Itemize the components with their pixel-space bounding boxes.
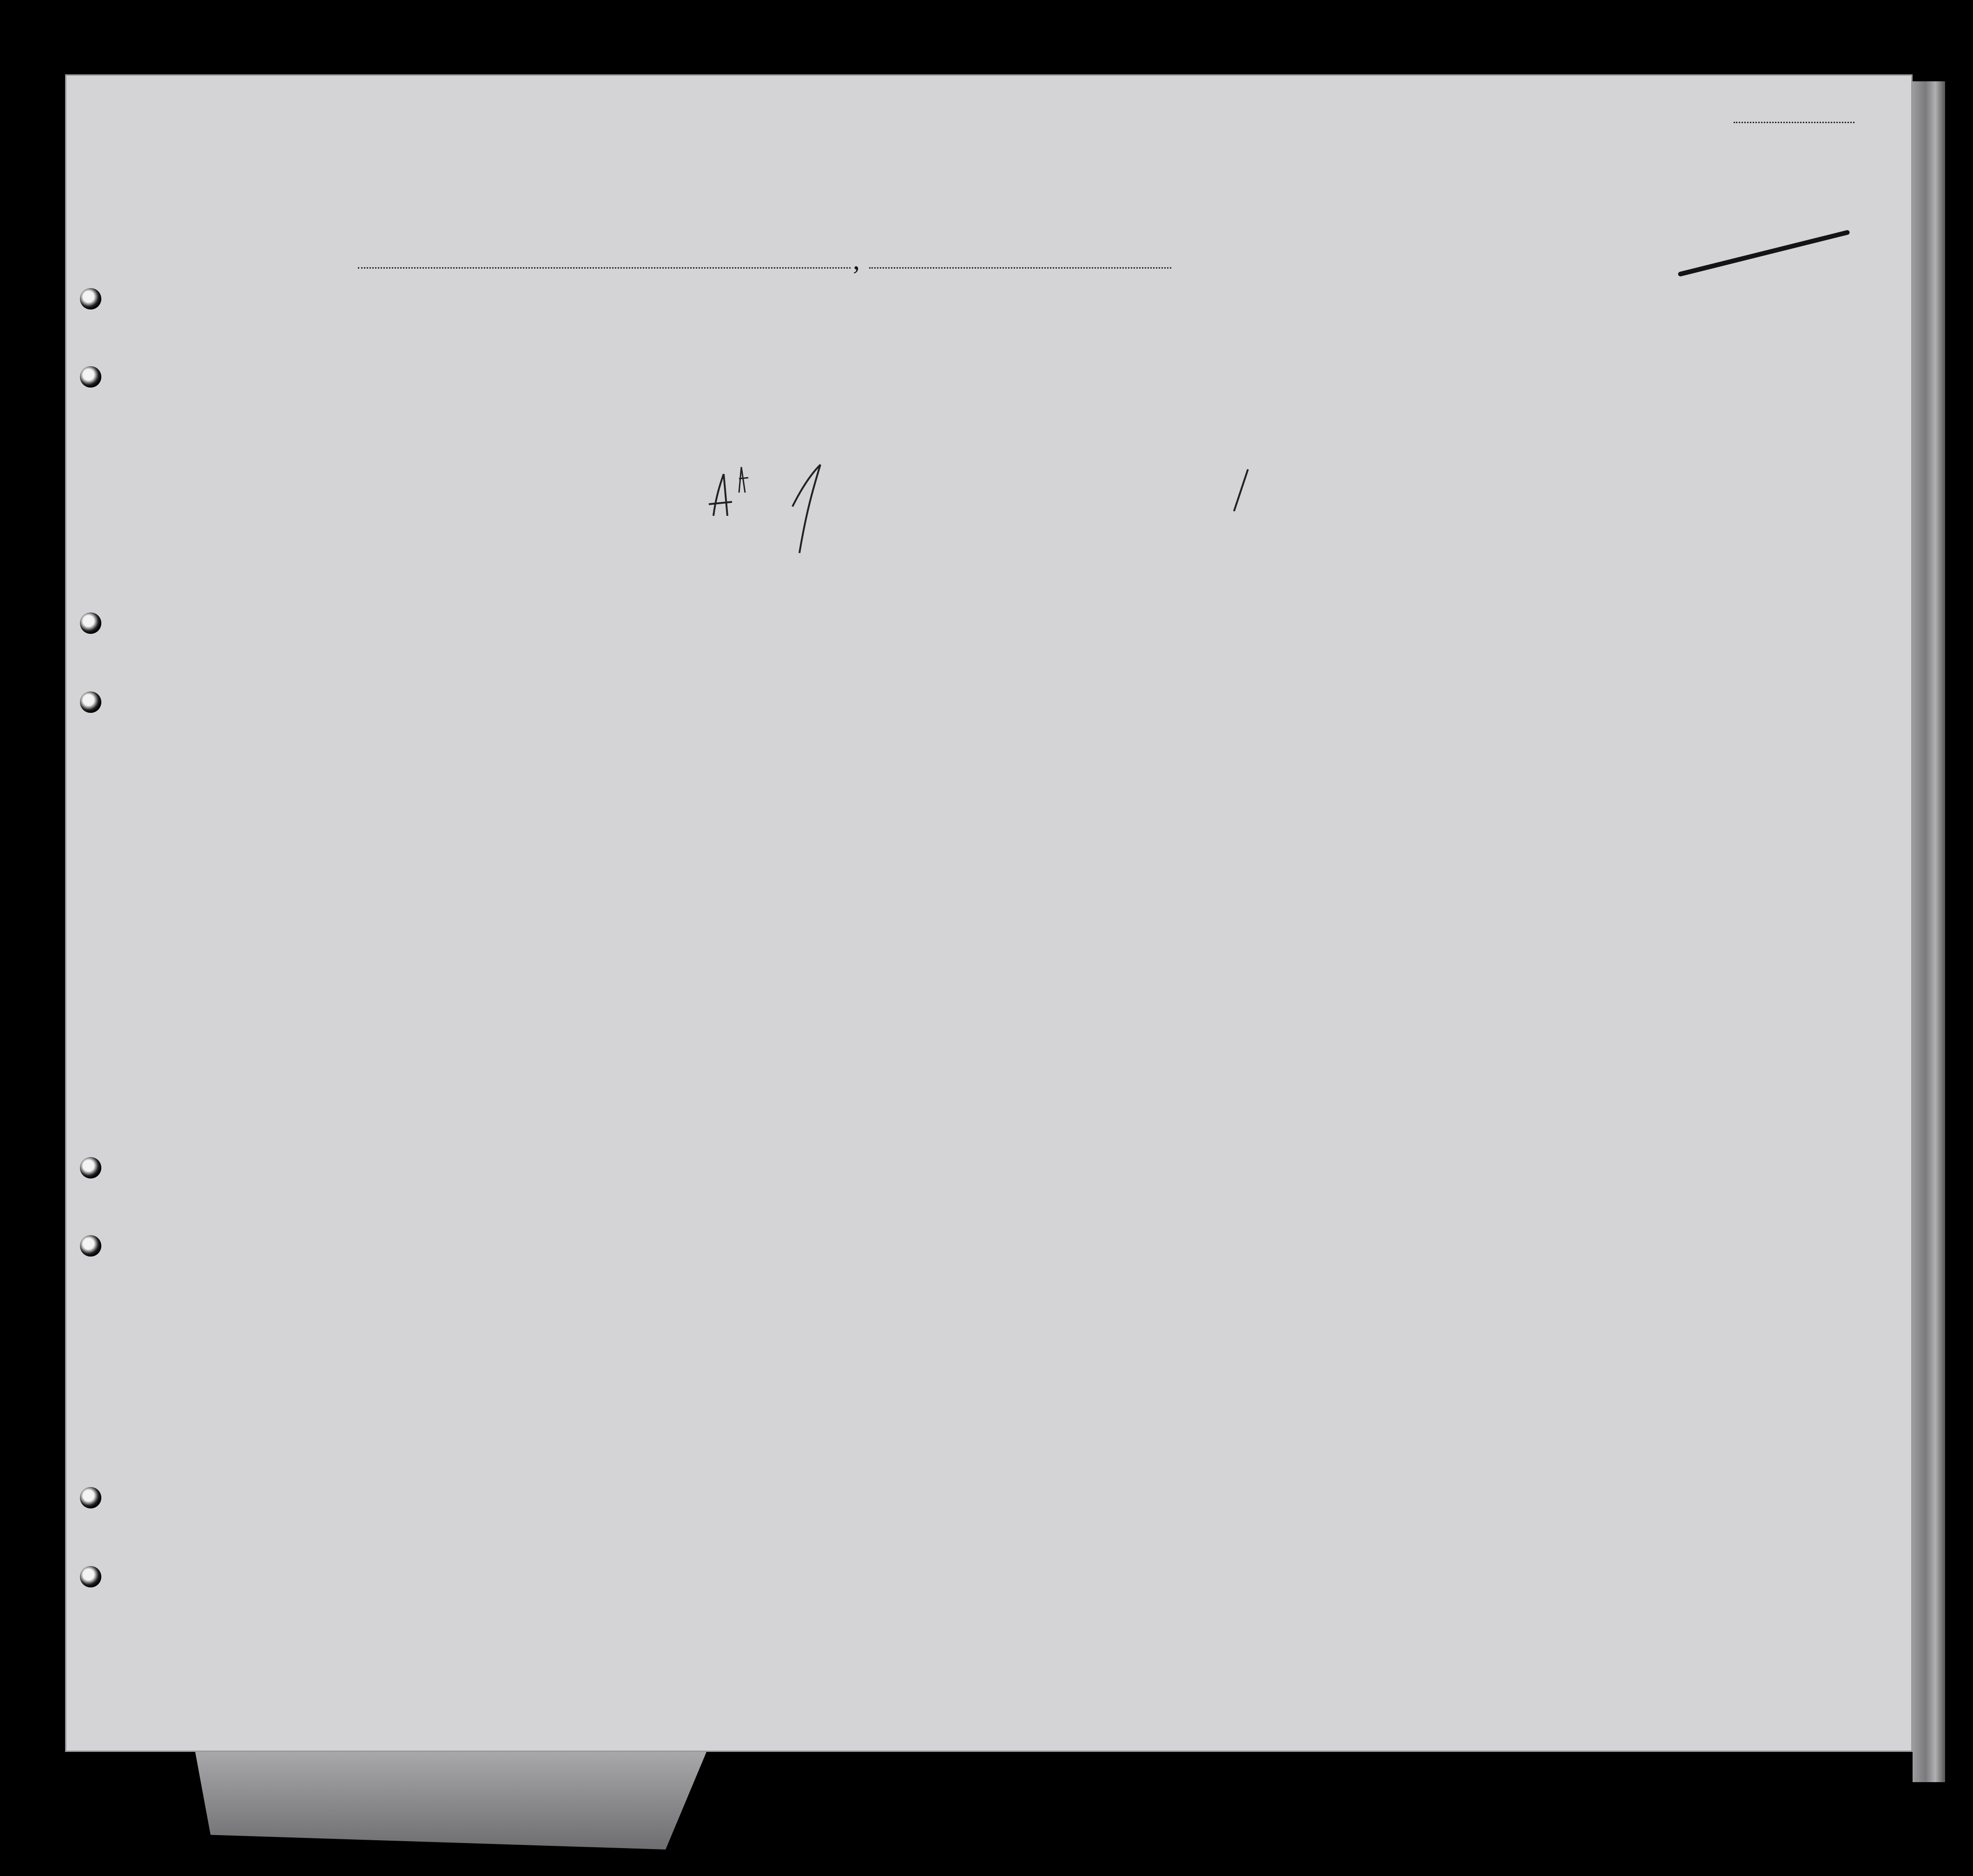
comma: , — [853, 244, 860, 275]
handwritten-check-marks — [695, 460, 890, 562]
handwritten-stroke — [1227, 467, 1255, 513]
